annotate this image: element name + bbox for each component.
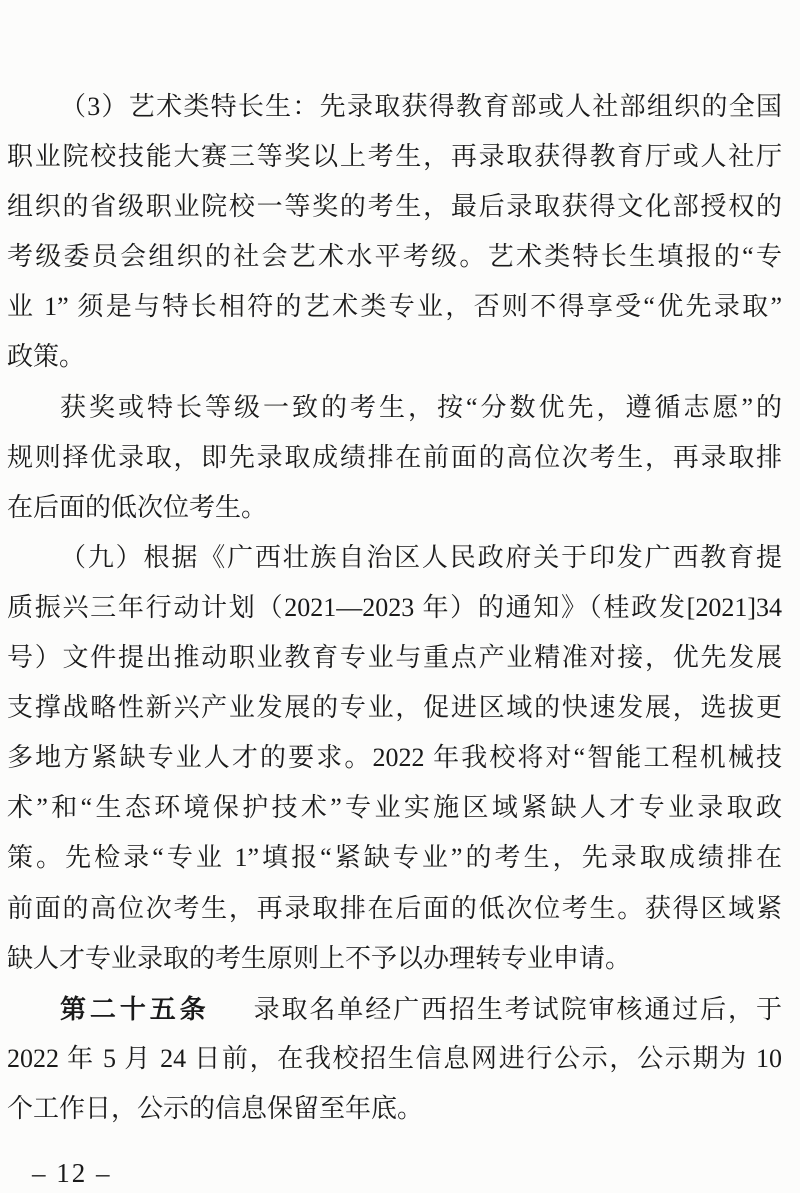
text-line: （九）根据《广西壮族自治区人民政府关于印发广西教育提 <box>60 542 782 572</box>
text-line: 2022 年 5 月 24 日前，在我校招生信息网进行公示，公示期为 10 <box>7 1043 782 1073</box>
text-line: 缺人才专业录取的考生原则上不予以办理转专业申请。 <box>7 943 632 973</box>
text-line: 第二十五条 录取名单经广西招生考试院审核通过后，于 <box>60 993 782 1024</box>
paragraph <box>7 533 782 984</box>
paragraph <box>7 383 782 533</box>
document-body <box>7 82 782 1134</box>
text-line: （3）艺术类特长生：先录取获得教育部或人社部组织的全国 <box>60 92 782 121</box>
text-line: 策。先检录“专业 1”填报“紧缺专业”的考生，先录取成绩排在 <box>7 843 782 873</box>
text-line: 术”和“生态环境保护技术”专业实施区域紧缺人才专业录取政 <box>7 793 782 823</box>
text-line: 号）文件提出推动职业教育专业与重点产业精准对接，优先发展 <box>7 643 782 673</box>
paragraph <box>7 82 782 383</box>
article-number: 第二十五条 <box>60 993 210 1024</box>
text-line: 支撑战略性新兴产业发展的专业，促进区域的快速发展，选拔更 <box>7 693 782 723</box>
text-line: 在后面的低次位考生。 <box>7 492 268 522</box>
text-line: 规则择优录取，即先录取成绩排在前面的高位次考生，再录取排 <box>7 442 782 472</box>
text-line: 政策。 <box>7 342 86 372</box>
text-line: 质振兴三年行动计划（2021—2023 年）的通知》（桂政发[2021]34 <box>7 592 782 622</box>
text-line: 考级委员会组织的社会艺术水平考级。艺术类特长生填报的“专 <box>7 242 782 272</box>
page-number: – 12 – <box>32 1157 112 1188</box>
text-line: 获奖或特长等级一致的考生，按“分数优先，遵循志愿”的 <box>60 392 782 422</box>
text-line: 职业院校技能大赛三等奖以上考生，再录取获得教育厅或人社厅 <box>7 142 782 172</box>
paragraph <box>7 984 782 1134</box>
text-line: 前面的高位次考生，再录取排在后面的低次位考生。获得区域紧 <box>7 893 782 923</box>
text-line: 组织的省级职业院校一等奖的考生，最后录取获得文化部授权的 <box>7 192 782 222</box>
text-line: 多地方紧缺专业人才的要求。2022 年我校将对“智能工程机械技 <box>7 743 782 773</box>
text-line: 个工作日，公示的信息保留至年底。 <box>7 1093 424 1123</box>
text-line: 业 1” 须是与特长相符的艺术类专业，否则不得享受“优先录取” <box>7 292 782 322</box>
